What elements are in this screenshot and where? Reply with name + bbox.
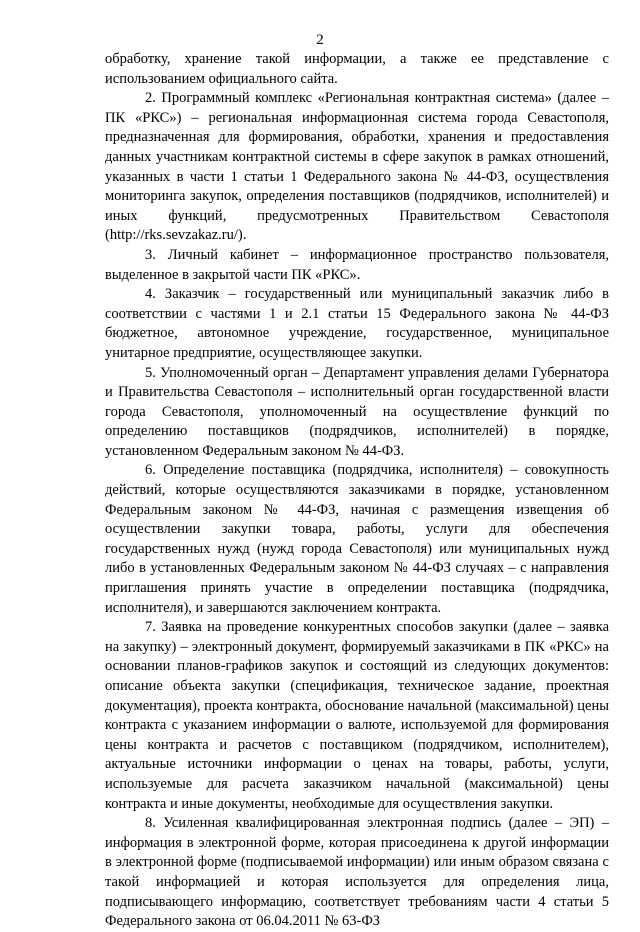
paragraph-item-6-supplier-determination: 6. Определение поставщика (подрядчика, исполнителя) – совокупность действий, которые осуществляются заказчиками в порядке, установленном Федеральным законом № 44-ФЗ, начиная с размещения извещения об осуществлении закупки товара, работы, услуги для обеспечения государственных нужд (нужд города Севастополя) или муниципальных нужд либо в установленных Федеральным законом № 44-ФЗ случаях – с направления приглашения принять участие в определении поставщика (подрядчика, исполнителя), и завершаются заключением контракта. [105,462,609,616]
paragraph-continuation: обработку, хранение такой информации, а также ее представление с использованием официального сайта. [105,51,609,87]
paragraph-item-3-personal-account: 3. Личный кабинет – информационное пространство пользователя, выделенное в закрытой части ПК «РКС». [105,246,609,283]
paragraph-item-8-electronic-signature: 8. Усиленная квалифицированная электронная подпись (далее – ЭП) – информация в электронной форме, которая присоединена к другой информации в электронной форме (подписываемой информации) или иным образом связана с такой информацией и которая используется для определения лица, подписывающего информацию, соответствует требованиям части 4 статьи 5 Федерального закона от 06.04.2011 № 63-ФЗ [105,815,609,930]
page-number: 2 [316,32,324,48]
paragraph-item-2-rks: 2. Программный комплекс «Региональная контрактная система» (далее – ПК «РКС») – региональная информационная система города Севастополя, предназначенная для формирования, обработки, хранения и предоставления данных участникам контрактной системы в сфере закупок в рамках отношений, указанных в части 1 статьи 1 Федерального закона № 44-ФЗ, осуществления мониторинга закупок, определения поставщиков (подрядчиков, исполнителей) и иных функций, предусмотренных Правительством Севастополя (http://rks.sevzakaz.ru/). [105,90,609,244]
document-body [105,50,609,932]
paragraph-item-4-customer: 4. Заказчик – государственный или муниципальный заказчик либо в соответствии с частями 1 и 2.1 статьи 15 Федерального закона № 44-ФЗ бюджетное, автономное учреждение, государственное, муниципальное унитарное предприятие, осуществляющее закупки. [105,286,609,361]
paragraph-item-7-procurement-application: 7. Заявка на проведение конкурентных способов закупки (далее – заявка на закупку) – электронный документ, формируемый заказчиками в ПК «РКС» на основании планов-графиков закупок и состоящий из следующих документов: описание объекта закупки (спецификация, техническое задание, проектная документация), проекта контракта, обоснование начальной (максимальной) цены контракта с указанием информации о валюте, используемой для формирования цены контракта и расчетов с поставщиком (подрядчиком, исполнителем), актуальные источники информации о ценах на товары, работы, услуги, используемые для расчета заказчиком начальной (максимальной) цены контракта и иные документы, необходимые для осуществления закупки. [105,619,609,812]
paragraph-item-5-authorized-body: 5. Уполномоченный орган – Департамент управления делами Губернатора и Правительства Севастополя – исполнительный орган государственной власти города Севастополя, уполномоченный на осуществление функций по определению поставщиков (подрядчиков, исполнителей) в порядке, установленном Федеральным законом № 44-ФЗ. [105,364,609,459]
